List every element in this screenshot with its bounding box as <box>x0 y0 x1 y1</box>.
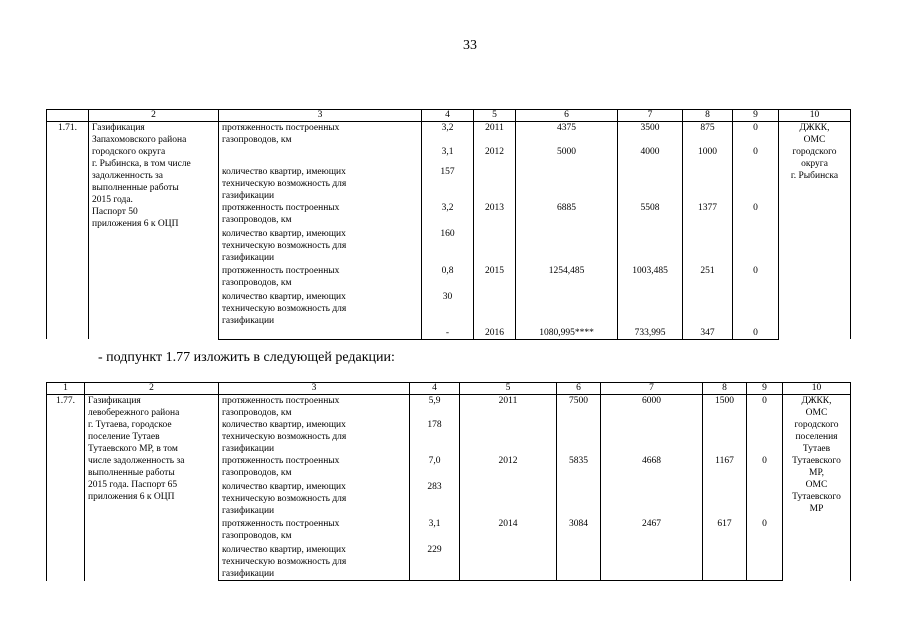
item-number: 1.71. <box>47 122 89 340</box>
instruction-text: - подпункт 1.77 изложить в следующей редакции: <box>98 350 395 365</box>
value-cell-line: 3,2 <box>441 202 454 213</box>
total-cell <box>516 122 618 166</box>
total-cell <box>516 166 618 202</box>
indicator-line: газопроводов, км <box>222 277 292 288</box>
indicator-cell <box>219 166 422 202</box>
indicator-line: протяженность построенных <box>222 519 340 529</box>
year-cell-line: 2014 <box>498 519 518 529</box>
total-cell <box>557 518 601 544</box>
indicator-cell <box>219 419 410 455</box>
year-cell <box>460 544 557 581</box>
year-cell <box>474 291 516 327</box>
indicator-line: техническую возможность для <box>222 240 347 251</box>
col9-cell-line: 0 <box>753 327 758 338</box>
year-cell <box>474 202 516 228</box>
col8-cell <box>683 202 733 228</box>
value-cell-line: 3,2 <box>441 123 454 133</box>
col8-cell <box>683 228 733 265</box>
col7-cell-line: 4668 <box>642 456 661 466</box>
col9-cell <box>733 228 779 265</box>
col8-cell <box>683 265 733 291</box>
value-cell <box>422 122 474 166</box>
gasification-table-1-77 <box>46 382 851 581</box>
col8-cell-line: 1000 <box>698 147 717 157</box>
item-name-line: городского округа <box>92 147 166 157</box>
indicator-line: техническую возможность для <box>222 494 347 504</box>
value-cell-line: 30 <box>442 291 453 302</box>
header-cell: 3 <box>219 383 410 395</box>
col7-cell <box>601 455 703 481</box>
col8-cell <box>703 481 747 518</box>
indicator-line: газопроводов, км <box>222 408 292 418</box>
value-cell <box>422 166 474 202</box>
item-name-line: Газификация <box>92 123 145 133</box>
indicator-cell <box>219 291 422 327</box>
indicator-line: количество квартир, имеющих <box>222 291 346 302</box>
col8-cell <box>683 291 733 327</box>
year-cell <box>460 518 557 544</box>
col7-cell <box>618 228 683 265</box>
indicator-line: газопроводов, км <box>222 531 292 541</box>
value-cell <box>422 228 474 265</box>
indicator-line: газопроводов, км <box>222 214 292 225</box>
item-name-line: приложения 6 к ОЦП <box>92 219 179 229</box>
data-row <box>47 395 851 420</box>
col9-cell-line: 0 <box>753 265 758 276</box>
col9-cell-line: 0 <box>762 519 767 529</box>
header-row <box>47 110 851 122</box>
item-name-line: левобережного района <box>88 408 180 418</box>
value-cell <box>410 518 460 544</box>
col8-cell-line: 1377 <box>698 202 717 213</box>
col9-cell-line: 0 <box>762 456 767 466</box>
value-cell-line: 178 <box>427 420 442 430</box>
indicator-cell <box>219 455 410 481</box>
indicator-line: техническую возможность для <box>222 432 347 442</box>
col9-cell <box>747 544 783 581</box>
executor-line: округа <box>801 159 828 169</box>
indicator-line: протяженность построенных <box>222 123 340 133</box>
gasification-table-1-71 <box>46 109 851 340</box>
col7-cell <box>618 265 683 291</box>
year-cell <box>460 395 557 420</box>
col9-cell-line: 0 <box>753 123 758 133</box>
item-name-line: приложения 6 к ОЦП <box>88 492 175 502</box>
year-cell <box>474 327 516 340</box>
item-name-line: Запахомовского района <box>92 135 187 145</box>
indicator-cell <box>219 228 422 265</box>
header-cell: 5 <box>474 110 516 122</box>
year-cell-line: 2013 <box>485 202 504 213</box>
indicator-cell <box>219 265 422 291</box>
item-name-line: выполненные работы <box>88 468 175 478</box>
total-cell <box>516 228 618 265</box>
indicator-line: газификации <box>222 190 275 201</box>
header-cell: 9 <box>747 383 783 395</box>
executor-line: ДЖКК, <box>801 396 832 406</box>
col8-cell <box>683 166 733 202</box>
total-cell <box>516 327 618 340</box>
header-cell: 6 <box>557 383 601 395</box>
value-cell <box>410 395 460 420</box>
total-cell <box>516 291 618 327</box>
header-cell: 1 <box>47 383 85 395</box>
col9-cell <box>747 395 783 420</box>
header-cell: 3 <box>219 110 422 122</box>
executor-line: г. Рыбинска <box>790 171 839 181</box>
indicator-line: количество квартир, имеющих <box>222 482 346 492</box>
year-cell-line <box>477 134 512 146</box>
col7-cell-line: 6000 <box>642 396 661 406</box>
header-cell: 4 <box>410 383 460 395</box>
total-cell <box>557 544 601 581</box>
total-cell-line: 1254,485 <box>548 265 585 276</box>
col7-cell <box>601 518 703 544</box>
executor-line: поселения Тутаев <box>795 432 838 454</box>
executor <box>779 122 851 340</box>
item-name-line: Паспорт 50 <box>92 207 138 217</box>
col9-cell <box>747 481 783 518</box>
item-number: 1.77. <box>47 395 85 581</box>
header-cell: 5 <box>460 383 557 395</box>
total-cell-line: 6885 <box>557 202 576 213</box>
indicator-line: техническую возможность для <box>222 303 347 314</box>
col9-cell-line: 0 <box>762 396 767 406</box>
total-cell <box>557 419 601 455</box>
indicator-cell <box>219 395 410 420</box>
col9-cell <box>733 291 779 327</box>
header-cell: 6 <box>516 110 618 122</box>
header-cell: 10 <box>779 110 851 122</box>
total-cell <box>557 395 601 420</box>
indicator-line: техническую возможность для <box>222 178 347 189</box>
value-cell-line: 157 <box>440 166 455 177</box>
col9-cell <box>733 202 779 228</box>
col7-cell <box>618 166 683 202</box>
value-cell <box>422 202 474 228</box>
col8-cell <box>703 419 747 455</box>
col7-cell <box>618 291 683 327</box>
executor-line: ДЖКК, <box>799 123 830 133</box>
value-cell-line: 0,8 <box>441 265 454 276</box>
col8-cell-line <box>686 134 729 146</box>
value-cell <box>410 481 460 518</box>
col9-cell <box>747 518 783 544</box>
value-cell-line: - <box>445 327 450 338</box>
year-cell-line: 2012 <box>485 147 504 157</box>
item-name-line: 2015 года. Паспорт 65 <box>88 480 178 490</box>
indicator-line: газификации <box>222 315 275 326</box>
col7-cell-line: 5508 <box>640 202 660 213</box>
indicator-line: количество квартир, имеющих <box>222 228 346 239</box>
indicator-line: протяженность построенных <box>222 202 340 213</box>
total-cell-line: 5835 <box>569 456 588 466</box>
indicator-line: количество квартир, имеющих <box>222 420 346 430</box>
total-cell-line: 7500 <box>569 396 588 406</box>
total-cell <box>557 455 601 481</box>
indicator-cell <box>219 544 410 581</box>
header-cell <box>47 110 89 122</box>
col9-cell <box>747 455 783 481</box>
year-cell-line: 2012 <box>498 456 518 466</box>
value-cell-line: 5,9 <box>428 396 441 406</box>
item-name-line: г. Тутаева, городское <box>88 420 172 430</box>
value-cell-line: 3,1 <box>441 147 454 157</box>
page-number: 33 <box>463 38 477 53</box>
col7-cell-line <box>621 134 679 146</box>
total-cell-line: 1080,995**** <box>539 327 594 338</box>
year-cell-line: 2011 <box>498 396 518 406</box>
year-cell <box>460 419 557 455</box>
indicator-line: техническую возможность для <box>222 557 347 567</box>
col9-cell <box>733 166 779 202</box>
indicator-cell <box>219 518 410 544</box>
col7-cell <box>601 481 703 518</box>
year-cell <box>474 265 516 291</box>
item-name <box>89 122 219 340</box>
col8-cell-line: 1500 <box>715 396 734 406</box>
total-cell-line: 5000 <box>557 147 576 157</box>
executor <box>783 395 851 581</box>
indicator-line: газификации <box>222 569 275 579</box>
indicator-line: газификации <box>222 252 275 263</box>
indicator-cell <box>219 481 410 518</box>
value-cell-line: 7,0 <box>428 456 441 466</box>
col9-cell <box>747 419 783 455</box>
value-cell-line <box>425 134 470 146</box>
header-cell: 2 <box>85 383 219 395</box>
col7-cell <box>618 327 683 340</box>
value-cell-line: 160 <box>440 228 455 239</box>
item-name-line: выполненные работы <box>92 183 179 193</box>
indicator-line: количество квартир, имеющих <box>222 166 346 177</box>
item-name-line: поселение Тутаев <box>88 432 160 442</box>
executor-line: ОМС городского <box>792 135 837 157</box>
col7-cell-line: 2467 <box>642 519 661 529</box>
item-name-line: 2015 года. <box>92 195 133 205</box>
indicator-line: протяженность построенных <box>222 396 340 406</box>
year-cell-line: 2015 <box>485 265 504 276</box>
total-cell <box>516 202 618 228</box>
col9-cell <box>733 327 779 340</box>
value-cell <box>410 419 460 455</box>
col9-cell <box>733 122 779 166</box>
total-cell-line <box>519 134 614 146</box>
executor-line: МР <box>809 504 824 514</box>
data-row <box>47 122 851 166</box>
col7-cell-line: 733,995 <box>634 327 666 338</box>
item-name-line: задолженность за <box>92 171 164 181</box>
total-cell-line: 4375 <box>557 123 576 133</box>
col9-cell-line: 0 <box>753 202 758 213</box>
col8-cell-line: 251 <box>700 265 715 276</box>
col7-cell-line: 1003,485 <box>632 265 668 276</box>
indicator-cell <box>219 202 422 228</box>
item-name <box>85 395 219 581</box>
total-cell <box>516 265 618 291</box>
col7-cell <box>601 544 703 581</box>
header-cell: 4 <box>422 110 474 122</box>
total-cell-line: 3084 <box>569 519 588 529</box>
header-cell: 7 <box>601 383 703 395</box>
col7-cell-line: 3500 <box>640 123 660 133</box>
col7-cell <box>618 202 683 228</box>
header-cell: 7 <box>618 110 683 122</box>
col8-cell <box>703 518 747 544</box>
indicator-line: протяженность построенных <box>222 265 340 276</box>
year-cell-line: 2016 <box>485 327 504 338</box>
indicator-line: количество квартир, имеющих <box>222 545 346 555</box>
col7-cell <box>618 122 683 166</box>
value-cell-line: 283 <box>427 482 442 492</box>
col7-cell <box>601 395 703 420</box>
value-cell <box>422 265 474 291</box>
item-name-line: числе задолженность за <box>88 456 185 466</box>
header-row <box>47 383 851 395</box>
value-cell <box>410 455 460 481</box>
value-cell <box>422 291 474 327</box>
item-name-line: Тутаевского МР, в том <box>88 444 178 454</box>
indicator-cell <box>219 327 422 340</box>
indicator-line: газификации <box>222 444 275 454</box>
col7-cell <box>601 419 703 455</box>
indicator-line: газопроводов, км <box>222 468 292 478</box>
col8-cell-line: 347 <box>700 327 715 338</box>
col8-cell <box>703 544 747 581</box>
indicator-line: газопроводов, км <box>222 135 292 145</box>
year-cell <box>460 481 557 518</box>
col8-cell-line: 1167 <box>715 456 734 466</box>
value-cell <box>422 327 474 340</box>
col8-cell-line: 617 <box>717 519 732 529</box>
value-cell-line: 229 <box>427 545 442 555</box>
header-cell: 8 <box>703 383 747 395</box>
total-cell <box>557 481 601 518</box>
year-cell <box>474 228 516 265</box>
header-cell: 8 <box>683 110 733 122</box>
col8-cell <box>703 395 747 420</box>
header-cell: 10 <box>783 383 851 395</box>
col8-cell <box>683 122 733 166</box>
header-cell: 2 <box>89 110 219 122</box>
col8-cell <box>683 327 733 340</box>
executor-line: Тутаевского МР, <box>792 456 841 478</box>
executor-line: ОМС городского <box>794 408 839 430</box>
year-cell <box>460 455 557 481</box>
col8-cell-line: 875 <box>700 123 715 133</box>
item-name-line: Газификация <box>88 396 141 406</box>
value-cell <box>410 544 460 581</box>
year-cell <box>474 166 516 202</box>
col8-cell <box>703 455 747 481</box>
value-cell-line: 3,1 <box>428 519 441 529</box>
header-cell: 9 <box>733 110 779 122</box>
col7-cell-line: 4000 <box>640 147 660 157</box>
year-cell-line: 2011 <box>485 123 504 133</box>
indicator-line: газификации <box>222 506 275 516</box>
col9-cell-line <box>736 134 775 146</box>
item-name-line: г. Рыбинска, в том числе <box>92 159 191 169</box>
executor-line: ОМС Тутаевского <box>792 480 841 502</box>
year-cell <box>474 122 516 166</box>
col9-cell-line: 0 <box>753 147 758 157</box>
indicator-cell <box>219 122 422 166</box>
col9-cell <box>733 265 779 291</box>
indicator-line: протяженность построенных <box>222 456 340 466</box>
